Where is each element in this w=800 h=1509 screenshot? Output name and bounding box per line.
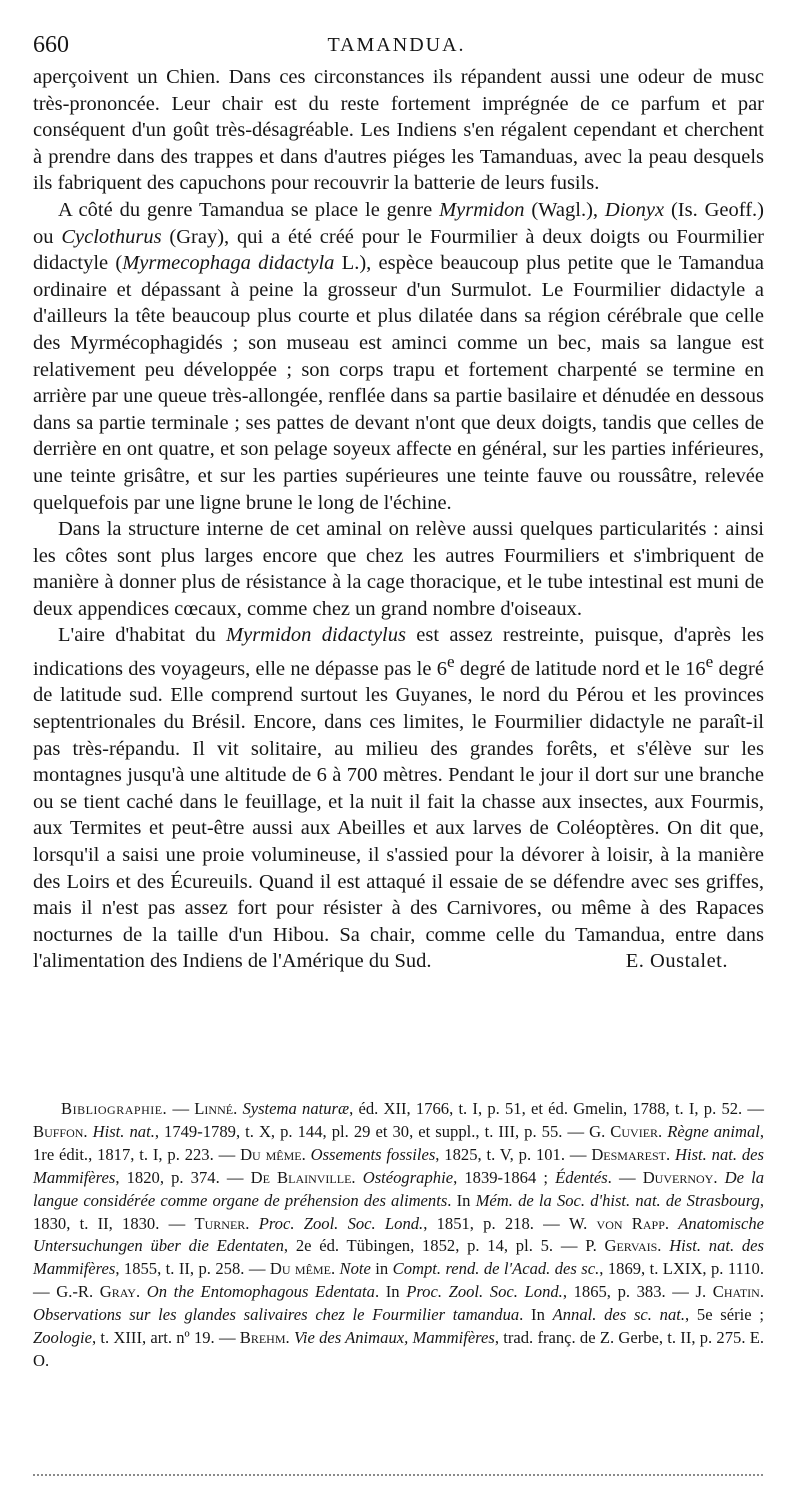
bib-text: . <box>665 1144 675 1164</box>
ordinal-suffix: e <box>446 652 455 672</box>
author-signature: E. Oustalet. <box>625 950 728 973</box>
text-run: (Wagl.), <box>524 198 605 221</box>
bib-text: . <box>713 1167 725 1187</box>
bib-text: . — <box>607 1167 643 1187</box>
bib-text: . In <box>519 1305 553 1325</box>
bib-text: . <box>657 1236 670 1256</box>
paragraph-3 <box>33 516 764 622</box>
bib-author: Duvernoy <box>642 1167 714 1187</box>
text-run: A côté du genre Tamandua se place le genre <box>58 198 440 221</box>
bib-text: . <box>330 1259 340 1279</box>
bib-title: Édentés <box>555 1167 608 1187</box>
bib-author: W. von Rapp <box>569 1213 665 1233</box>
bib-text: . <box>285 1328 294 1348</box>
paragraph-2 <box>33 197 764 516</box>
bib-text: , 1865, p. 383. — <box>562 1282 696 1302</box>
bib-title: Hist. nat. des Mammifères <box>33 1236 764 1279</box>
bib-title: On the Entomophagous Edentata <box>146 1282 375 1302</box>
bib-text: , 1869, t. LXIX, p. 1110. — <box>33 1259 764 1302</box>
bib-title: Hist. nat. des Mammifères <box>33 1144 764 1187</box>
running-title: TAMANDUA. <box>327 34 466 56</box>
bib-author: P. Gervais <box>585 1236 658 1256</box>
bib-text: . <box>658 1121 668 1141</box>
bib-author: Turner <box>194 1213 246 1233</box>
bib-text: , 1825, t. V, p. 101. — <box>435 1144 592 1164</box>
bibliography-label: Bibliographie. <box>61 1099 168 1118</box>
bib-author: Brehm <box>239 1328 286 1348</box>
bib-author: Du même <box>240 1144 302 1164</box>
bib-text: , 1851, p. 218. — <box>423 1213 570 1233</box>
bib-title: Note <box>339 1259 371 1279</box>
bib-title: Anatomische Untersuchungen über die Edentaten <box>33 1213 765 1256</box>
bib-title: Vie des Animaux, Mammifères <box>293 1328 495 1348</box>
bib-title: Hist. nat. <box>92 1121 155 1141</box>
paragraph-3-text: Dans la structure interne de cet aminal on relève aussi quelques particularités : ainsi les côtes sont plus larges encore que chez les autres Fourmiliers et s'imbriquent de manière à donner plus de résistance à la cage thoracique, et le tube intestinal est muni de deux appendices cœcaux, comme chez un grand nombre d'oiseaux. <box>33 518 764 620</box>
bib-title: Zoologie <box>33 1328 93 1348</box>
bib-text: , 1820, p. 374. — <box>115 1167 251 1187</box>
bib-title: Règne animal <box>667 1121 760 1141</box>
bibliography <box>33 1098 764 1373</box>
bibliography-paragraph <box>33 1098 764 1373</box>
bib-title: Proc. Zool. Soc. Lond. <box>258 1213 424 1233</box>
bib-author: G. Cuvier <box>589 1121 659 1141</box>
bib-text: , 1855, t. II, p. 258. — <box>115 1259 270 1279</box>
bib-text: . In <box>374 1282 407 1302</box>
text-run: (Gray), qui a été créé pour le Fourmilier à deux doigts ou Fourmilier didactyle ( <box>33 225 764 275</box>
bib-text: . <box>664 1213 679 1233</box>
bib-text: in <box>370 1259 393 1279</box>
bib-text: . <box>301 1144 311 1164</box>
bib-author: G.-R. Gray <box>56 1282 136 1302</box>
bib-text: . <box>351 1167 363 1187</box>
bib-text: , 1830, t. II, 1830. — <box>33 1190 764 1233</box>
bib-title: Observations sur les glandes salivaires chez le Fourmilier tamandua <box>33 1305 520 1325</box>
bib-text: , 1re édit., 1817, t. I, p. 223. — <box>33 1121 765 1164</box>
species-name: Myrmecophaga didactyla <box>122 252 335 275</box>
ordinal-suffix: e <box>705 652 714 672</box>
bib-author: Du même <box>269 1259 331 1279</box>
species-name: Myrmidon didactylus <box>226 624 406 647</box>
bib-text: . <box>759 1282 764 1302</box>
bib-author: De Blainville <box>250 1167 352 1187</box>
bib-text: . In <box>447 1190 476 1210</box>
bib-title: Mém. de la Soc. d'hist. nat. de Strasbourg <box>475 1190 760 1210</box>
page-header <box>33 28 760 62</box>
bib-text: , 1749-1789, t. X, p. 144, pl. 29 et 30, et suppl., t. III, p. 55. — <box>154 1121 590 1141</box>
bib-text: , 1839-1864 ; <box>453 1167 556 1187</box>
bib-text: . <box>135 1282 147 1302</box>
paragraph-1 <box>33 64 764 197</box>
genus-name: Dionyx <box>604 198 665 221</box>
paragraph-4 <box>33 622 764 975</box>
bib-text: , 2e éd. Tübingen, 1852, p. 14, pl. 5. — <box>283 1236 586 1256</box>
bib-title: Annal. des sc. nat. <box>552 1305 686 1325</box>
bib-title: Ostéographie <box>362 1167 454 1187</box>
bib-author: Desmarest <box>591 1144 666 1164</box>
text-run: degré de latitude nord et le 16 <box>454 657 706 680</box>
text-run: degré de latitude sud. Elle comprend surtout les Guyanes, le nord du Pérou et les provinces septentrionales du Brésil. Encore, dans ces limites, le Fourmilier didactyle ne paraît-il pas très-répandu. Il vit solitaire, au milieu des grandes forêts, et s'élève sur les montagnes jusqu'à une altitude de 6 à 700 mètres. Pendant le jour il dort sur une branche ou se tient caché dans le feuillage, et la nuit il fait la chasse aux insectes, aux Fourmis, aux Termites et peut-être aussi aux Abeilles et aux larves de Coléoptères. On dit que, lorsqu'il a saisi une proie volumineuse, il s'assied pour la dévorer à loisir, à la manière des Loirs et des Écureuils. Quand il est attaqué il essaie de se défendre avec ses griffes, mais il n'est pas assez fort pour résister à des Carnivores, ou même à des Rapaces nocturnes de la taille d'un Hibou. Sa chair, comme celle du Tamandua, entre dans l'alimentation des Indiens de l'Amérique du Sud. <box>33 657 764 973</box>
bib-title: Systema naturæ <box>242 1099 350 1118</box>
page-number: 660 <box>33 32 69 58</box>
text-run: L.), espèce beaucoup plus petite que le Tamandua ordinaire et dépassant à peine la grosseur d'un Surmulot. Le Fourmilier didactyle a d'ailleurs la tête beaucoup plus courte et plus dilatée dans sa région cérébrale que celle des Myrmécophagidés ; son museau est aminci comme un bec, mais sa langue est relativement peu développée ; son corps trapu et fortement charpenté se termine en arrière par une queue très-allongée, renflée dans sa partie basilaire et dénudée en dessous dans sa partie terminale ; ses pattes de devant n'ont que deux doigts, tandis que celles de derrière en ont quatre, et son pelage soyeux affecte en général, sur les parties inférieures, une teinte grisâtre, et sur les parties supérieures une teinte fauve ou roussâtre, relevée quelquefois par une ligne brune le long de l'échine. <box>33 252 764 514</box>
bib-text: . <box>83 1121 93 1141</box>
bib-author: Buffon <box>33 1121 84 1141</box>
body-text <box>33 64 764 975</box>
footer-dotted-rule <box>33 1474 763 1476</box>
bib-title: De la langue considérée comme organe de préhension des aliments <box>33 1167 765 1210</box>
bib-title: Compt. rend. de l'Acad. des sc. <box>392 1259 600 1279</box>
bib-author: Linné <box>194 1099 234 1118</box>
bib-text: . <box>233 1099 243 1118</box>
bib-text: , t. XIII, art. nº 19. — <box>92 1328 240 1348</box>
bib-text: . <box>245 1213 259 1233</box>
bib-text: , trad. franç. de Z. Gerbe, t. II, p. 275. E. O. <box>33 1328 764 1370</box>
text-run: est assez restreinte, puisque, d'après les indications des voyageurs, elle ne dépasse pas le 6 <box>33 624 764 680</box>
bib-title: Proc. Zool. Soc. Lond. <box>406 1282 563 1302</box>
genus-name: Myrmidon <box>439 198 525 221</box>
text-run: L'aire d'habitat du <box>58 624 227 647</box>
bib-text: — <box>167 1099 195 1118</box>
bib-author: J. Chatin <box>695 1282 760 1302</box>
bib-text: , 5e série ; <box>685 1305 764 1325</box>
genus-name: Cyclothurus <box>61 225 162 248</box>
text-run: (Is. Geoff.) ou <box>33 198 764 248</box>
bib-text: , éd. XII, 1766, t. I, p. 51, et éd. Gmelin, 1788, t. I, p. 52. — <box>349 1099 765 1118</box>
bib-title: Ossements fossiles <box>310 1144 436 1164</box>
paragraph-1-text: aperçoivent un Chien. Dans ces circonstances ils répandent aussi une odeur de musc très-prononcée. Leur chair est du reste fortement imprégnée de ce parfum et par conséquent d'un goût très-désagréable. Les Indiens s'en régalent cependant et cherchent à prendre dans des trappes et dans d'autres piéges les Tamanduas, avec la peau desquels ils fabriquent des capuchons pour recouvrir la batterie de leurs fusils. <box>33 66 764 195</box>
